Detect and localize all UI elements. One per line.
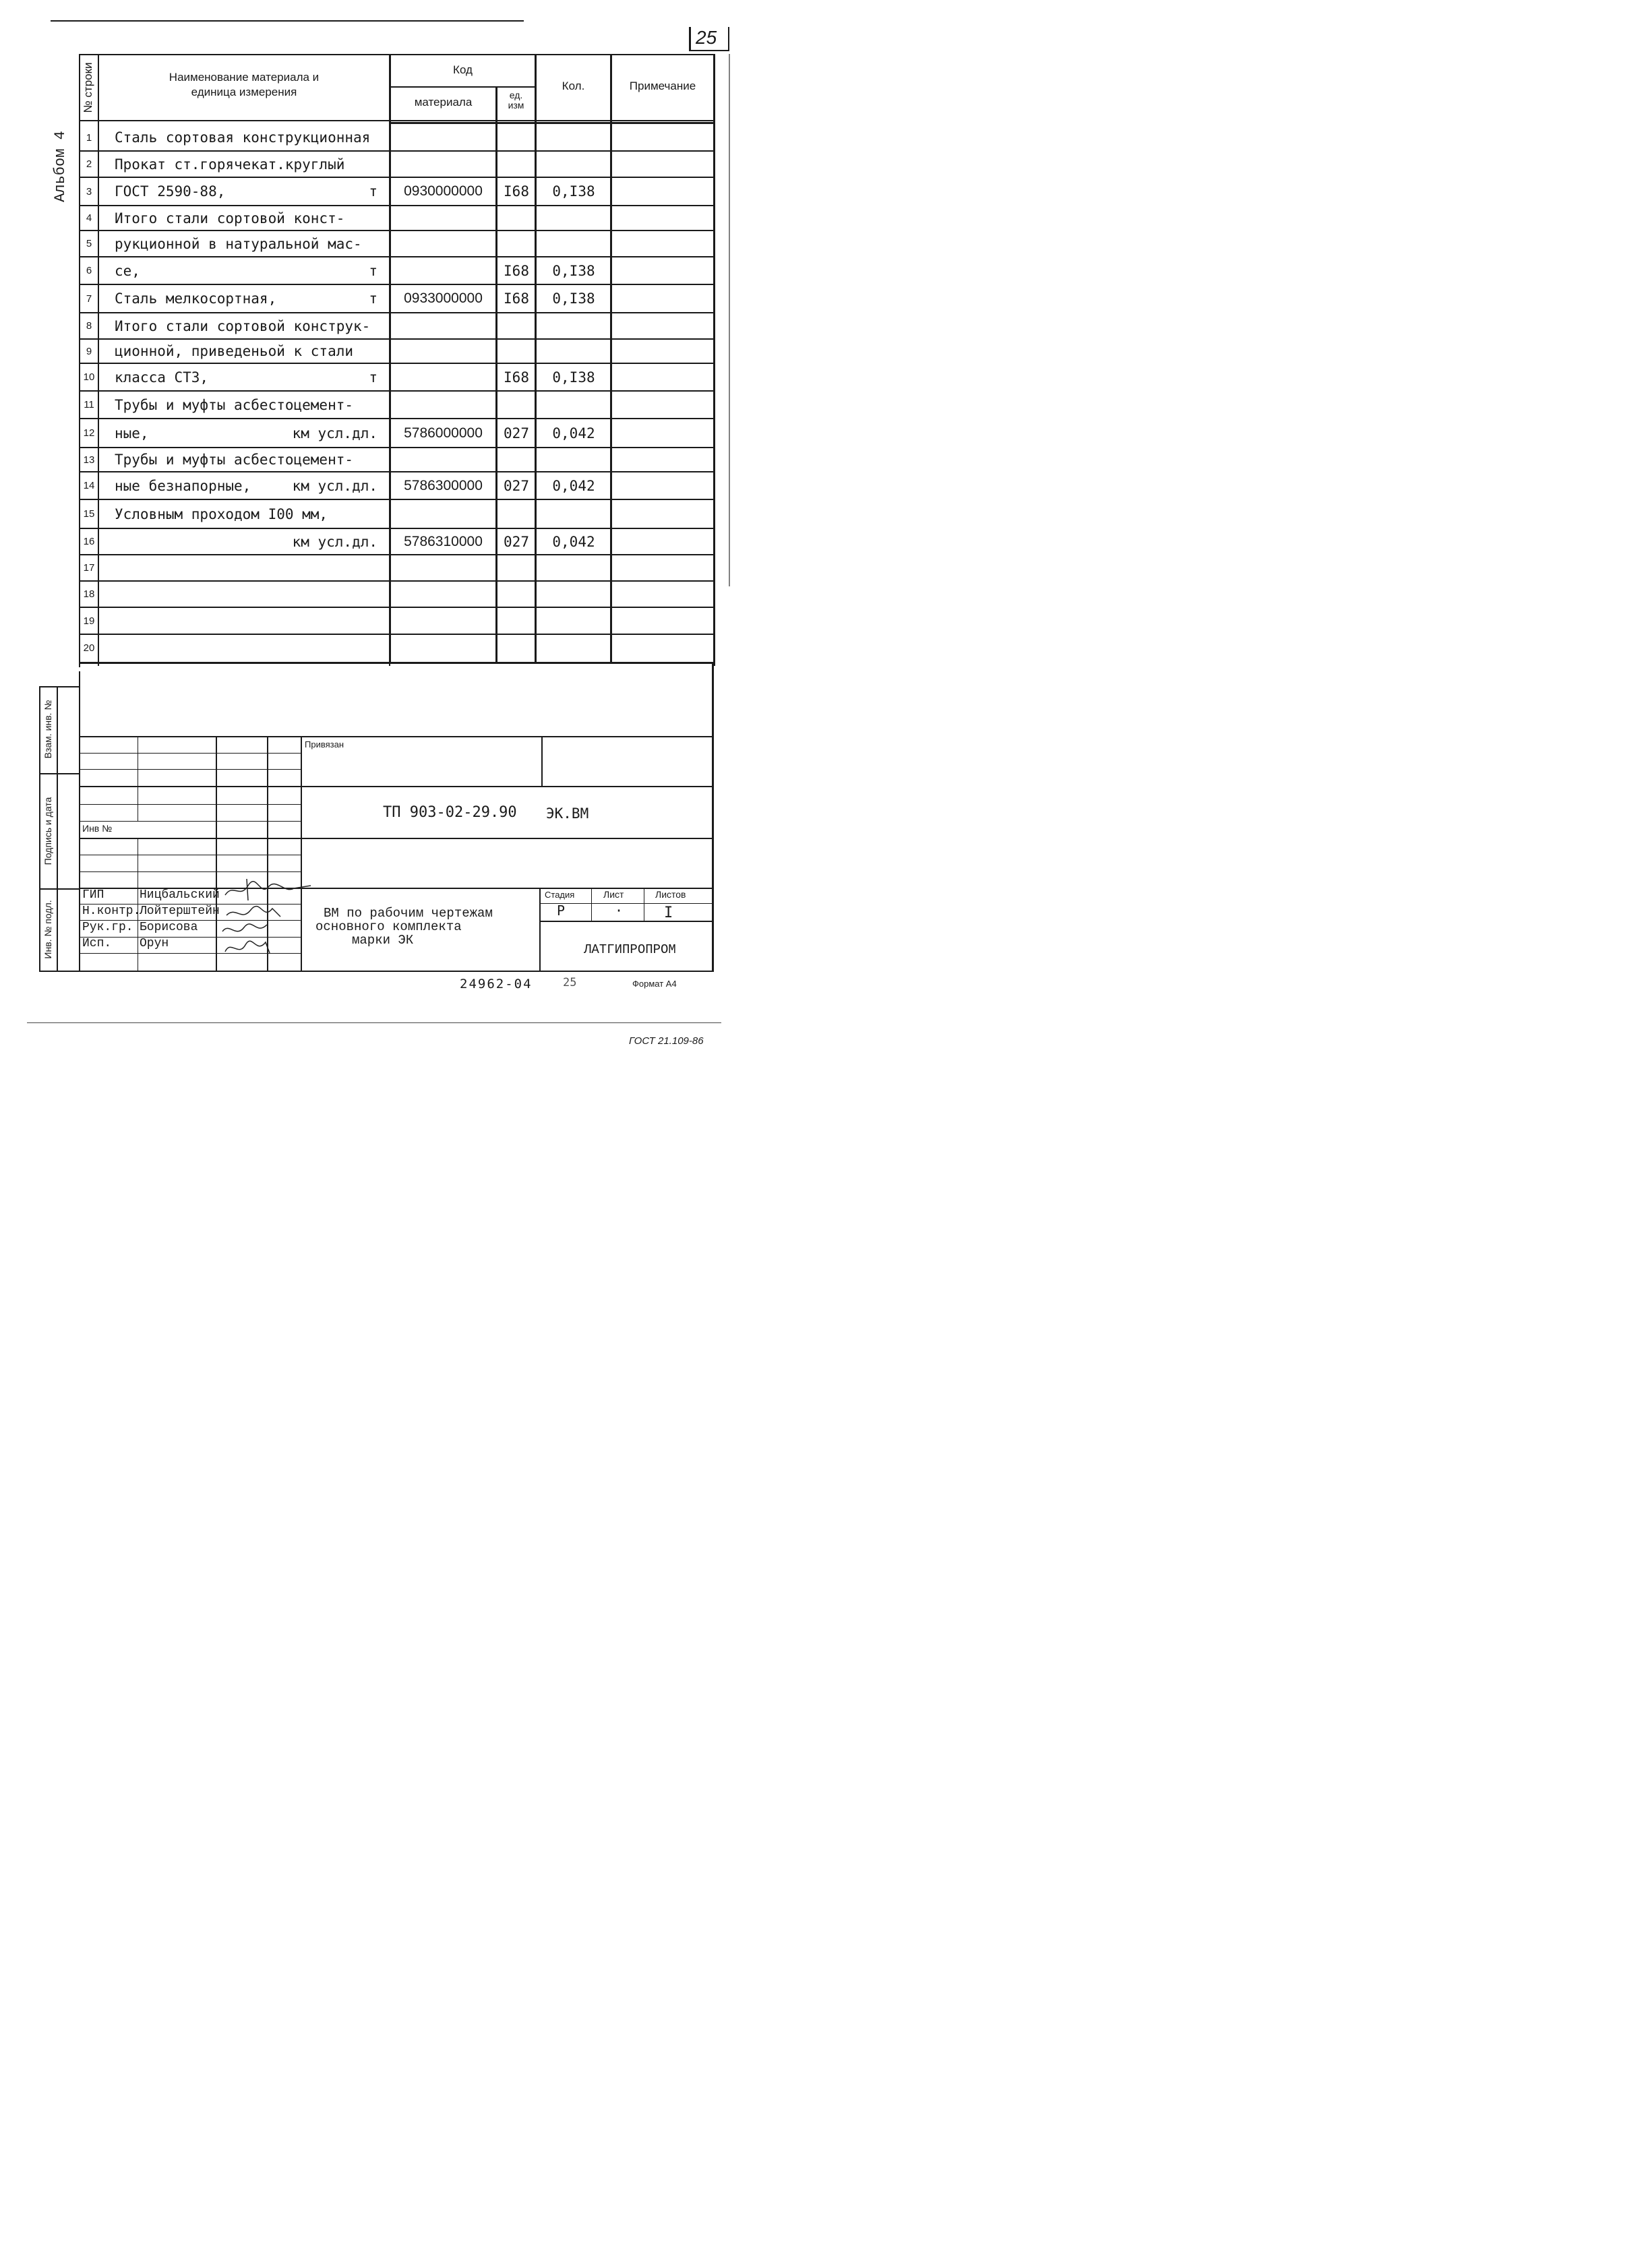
sheet-value: ·	[615, 902, 624, 919]
unit-label	[270, 607, 377, 634]
format-label: Формат А4	[632, 979, 677, 989]
material-name: Сталь сортовая конструкционная	[115, 129, 371, 146]
unit-label	[270, 313, 377, 339]
unit-code	[498, 151, 535, 177]
quantity	[537, 581, 610, 607]
material-code	[391, 555, 495, 581]
unit-code	[498, 634, 535, 662]
unit-label: т	[369, 183, 377, 200]
row-number: 20	[83, 642, 95, 654]
doc-code: ТП 903-02-29.90	[383, 804, 517, 821]
material-name: рукционной в натуральной мас-	[115, 235, 362, 252]
material-code: 0930000000	[404, 183, 483, 199]
page-number: 25	[696, 27, 717, 48]
material-code	[391, 448, 495, 472]
unit-label	[270, 555, 377, 581]
unit-label	[270, 581, 377, 607]
row-number: 13	[83, 454, 95, 466]
privyazan-label: Привязан	[305, 739, 344, 749]
quantity: 0,I38	[552, 369, 595, 386]
material-name: ные безнапорные,	[115, 477, 251, 494]
gost-footer: ГОСТ 21.109-86	[629, 1035, 704, 1047]
unit-label: т	[369, 290, 377, 307]
header-material: материала	[414, 96, 473, 109]
unit-label: т	[369, 369, 377, 386]
row-number: 10	[83, 371, 95, 383]
material-code	[391, 339, 495, 363]
unit-label	[270, 391, 377, 419]
organization: ЛАТГИПРОПРОМ	[584, 942, 676, 957]
quantity: 0,042	[552, 425, 595, 441]
doc-description: ВМ по рабочим чертежам основного комплекта марки ЭК	[315, 906, 493, 948]
signatory-role: Н.контр.	[82, 905, 141, 918]
header-unit: ед. изм	[508, 90, 524, 111]
stage-label: Стадия	[545, 890, 575, 900]
quantity: 0,042	[552, 477, 595, 494]
unit-label	[270, 231, 377, 257]
row-number: 5	[86, 238, 92, 249]
material-code	[391, 634, 495, 662]
material-code	[391, 363, 495, 391]
quantity	[537, 339, 610, 363]
row-number: 12	[83, 427, 95, 439]
stamp-inv-podl: Инв. № подл.	[42, 900, 53, 959]
unit-code	[498, 206, 535, 231]
stage-value: Р	[557, 902, 566, 919]
material-code	[391, 499, 495, 528]
sheet-label: Лист	[603, 889, 624, 900]
material-name: Сталь мелкосортная,	[115, 290, 277, 307]
signatory-name: Орун	[140, 937, 169, 950]
material-name: Итого стали сортовой конст-	[115, 210, 345, 226]
unit-code	[498, 313, 535, 339]
unit-code	[498, 124, 535, 151]
material-code	[391, 581, 495, 607]
page-ref: 25	[563, 976, 577, 989]
quantity: 0,I38	[552, 262, 595, 279]
material-name: Прокат ст.горячекат.круглый	[115, 156, 345, 173]
signature-isp	[221, 934, 275, 962]
unit-code: I68	[504, 262, 529, 279]
signatory-name: Лойтерштейн	[140, 905, 220, 918]
row-number: 6	[86, 265, 92, 276]
row-number: 7	[86, 293, 92, 305]
signatory-name: Борисова	[140, 921, 198, 934]
unit-label: км усл.дл.	[292, 477, 377, 494]
unit-code	[498, 339, 535, 363]
unit-label: км усл.дл.	[292, 533, 377, 550]
sheets-value: I	[664, 905, 673, 921]
row-number: 3	[86, 185, 92, 197]
unit-label	[270, 634, 377, 662]
quantity	[537, 391, 610, 419]
signatory-role: ГИП	[82, 888, 104, 902]
unit-label	[270, 124, 377, 151]
unit-label: км усл.дл.	[292, 425, 377, 441]
quantity	[537, 634, 610, 662]
row-number: 14	[83, 480, 95, 491]
row-number: 9	[86, 345, 92, 357]
inv-no-label: Инв №	[82, 823, 113, 834]
unit-label	[270, 339, 377, 363]
material-code: 5786300000	[404, 477, 483, 493]
material-code	[391, 231, 495, 257]
material-code: 5786310000	[404, 533, 483, 549]
material-code	[391, 151, 495, 177]
material-code	[391, 313, 495, 339]
material-name: класса СТЗ,	[115, 369, 209, 386]
header-qty: Кол.	[562, 80, 585, 92]
row-number: 11	[84, 399, 94, 410]
row-number: 17	[83, 562, 95, 574]
header-note: Примечание	[629, 80, 696, 92]
material-code	[391, 257, 495, 284]
doc-number: 24962-04	[460, 977, 533, 991]
unit-code	[498, 448, 535, 472]
material-name: се,	[115, 262, 140, 279]
quantity: 0,042	[552, 533, 595, 550]
material-code	[391, 124, 495, 151]
unit-code: 027	[504, 477, 529, 494]
unit-code: I68	[504, 183, 529, 200]
quantity	[537, 313, 610, 339]
doc-mark: ЭК.ВМ	[546, 805, 589, 822]
material-code: 5786000000	[404, 425, 483, 441]
quantity	[537, 499, 610, 528]
album-label: Альбом 4	[52, 131, 69, 202]
unit-code	[498, 555, 535, 581]
quantity	[537, 124, 610, 151]
row-number: 4	[86, 212, 92, 224]
quantity	[537, 151, 610, 177]
quantity	[537, 206, 610, 231]
material-code: 0933000000	[404, 290, 483, 306]
quantity	[537, 448, 610, 472]
unit-code: 027	[504, 533, 529, 550]
row-number: 8	[86, 320, 92, 332]
quantity	[537, 231, 610, 257]
sheets-label: Листов	[655, 889, 686, 900]
signatory-name: Ницбальский	[140, 888, 220, 902]
quantity: 0,I38	[552, 290, 595, 307]
material-code	[391, 391, 495, 419]
unit-label	[270, 151, 377, 177]
unit-code: I68	[504, 290, 529, 307]
unit-code: I68	[504, 369, 529, 386]
quantity	[537, 607, 610, 634]
material-name: Трубы и муфты асбестоцемент-	[115, 396, 354, 413]
material-name: ГОСТ 2590-88,	[115, 183, 226, 200]
material-code	[391, 206, 495, 231]
material-code	[391, 607, 495, 634]
row-number: 15	[83, 508, 95, 520]
material-name: Условным проходом I00 мм,	[115, 505, 328, 522]
row-number: 18	[83, 588, 95, 600]
header-row-number: № строки	[82, 62, 94, 113]
signatory-role: Рук.гр.	[82, 921, 133, 934]
material-name: ные,	[115, 425, 149, 441]
unit-code	[498, 391, 535, 419]
row-number: 19	[83, 615, 95, 627]
unit-code	[498, 499, 535, 528]
material-name: ционной, приведеньой к стали	[115, 343, 354, 359]
unit-label	[270, 499, 377, 528]
header-name: Наименование материала и единица измерения	[169, 71, 320, 98]
quantity: 0,I38	[552, 183, 595, 200]
unit-code	[498, 581, 535, 607]
unit-code: 027	[504, 425, 529, 441]
row-number: 2	[86, 158, 92, 170]
material-name: Итого стали сортовой конструк-	[115, 317, 371, 334]
row-number: 16	[83, 536, 95, 547]
stamp-podpis-data: Подпись и дата	[42, 797, 53, 865]
quantity	[537, 555, 610, 581]
signatory-role: Исп.	[82, 937, 112, 950]
unit-code	[498, 231, 535, 257]
header-code: Код	[453, 63, 473, 76]
unit-label	[270, 448, 377, 472]
material-name: Трубы и муфты асбестоцемент-	[115, 452, 354, 468]
unit-label: т	[369, 262, 377, 279]
unit-code	[498, 607, 535, 634]
row-number: 1	[86, 131, 92, 144]
signature-gip	[220, 876, 314, 903]
unit-label	[270, 206, 377, 231]
stamp-vzam-inv: Взам. инв. №	[42, 700, 53, 759]
